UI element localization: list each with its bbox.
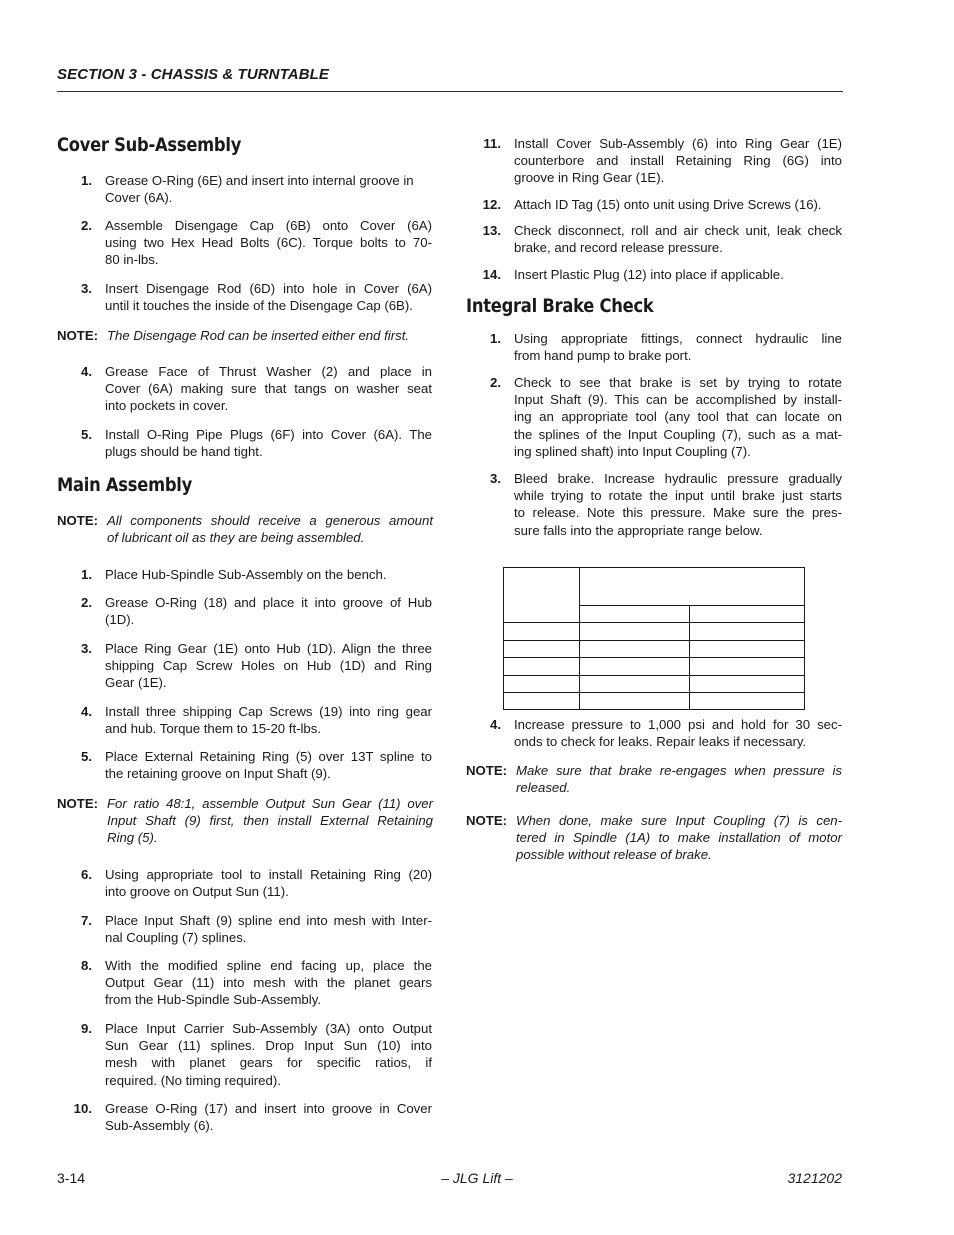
note-label: NOTE: [57, 796, 99, 811]
footer-brand: – JLG Lift – [441, 1170, 513, 1186]
step-text [514, 374, 842, 460]
note-text [516, 812, 842, 864]
note-label: NOTE: [466, 813, 508, 828]
brake-pressure-table [503, 567, 805, 710]
line: Assemble Disengage Cap (6B) onto Cover (6A) [105, 218, 432, 233]
step-text [105, 957, 432, 1009]
line: Place Hub-Spindle Sub-Assembly on the bench. [105, 567, 387, 582]
step-number: 2. [81, 218, 92, 233]
step-number: 5. [81, 427, 92, 442]
step-text [105, 172, 432, 206]
line: Sun Gear (11) splines. Drop Input Sun (10) into [105, 1038, 432, 1054]
line: until it touches the inside of the Disengage Cap (6B). [105, 298, 413, 314]
table-border [504, 568, 805, 710]
step-text [105, 280, 432, 314]
step-text [514, 716, 842, 750]
section-header [57, 66, 843, 92]
line: while trying to rotate the input until brake just starts [514, 488, 842, 504]
line: Grease O-Ring (6E) and insert into internal groove in [105, 173, 414, 188]
line: to release. Note this pressure. Make sure the pres- [514, 505, 842, 521]
line: mesh with planet gears for specific ratios, if [105, 1055, 432, 1071]
line: the splines of the Input Coupling (7), such as a mat- [514, 426, 842, 442]
step-text [514, 470, 842, 539]
note-text [107, 512, 433, 546]
line: using two Hex Head Bolts (6C). Torque bolts to 70- [105, 235, 432, 251]
line: Place Input Shaft (9) spline end into mesh with Inter- [105, 913, 432, 928]
step-number: 1. [81, 173, 92, 188]
line: Ring (5). [107, 830, 158, 846]
line: from hand pump to brake port. [514, 348, 692, 364]
step-text [105, 1100, 432, 1134]
step-number: 9. [81, 1021, 92, 1036]
line: With the modified spline end facing up, place the [105, 958, 432, 973]
line: (1D). [105, 612, 135, 628]
step-number: 1. [81, 567, 92, 582]
step-text [105, 703, 432, 737]
line: Cover (6A) making sure that tangs on washer seat [105, 381, 432, 397]
line: All components should receive a generous amount [107, 513, 433, 528]
line: The Disengage Rod can be inserted either end first. [107, 328, 410, 343]
line: possible without release of brake. [516, 847, 712, 863]
line: Insert Plastic Plug (12) into place if applicable. [514, 267, 784, 282]
line: Grease Face of Thrust Washer (2) and place in [105, 364, 432, 379]
line: Input Shaft (9). This can be accomplished by install- [514, 392, 842, 408]
step-number: 4. [81, 364, 92, 379]
line: nal Coupling (7) splines. [105, 930, 247, 946]
step-number: 4. [490, 717, 501, 732]
step-number: 1. [490, 331, 501, 346]
step-text [514, 222, 842, 256]
line: and hub. Torque them to 15-20 ft-lbs. [105, 721, 322, 737]
page-number: 3-14 [57, 1170, 86, 1186]
step-number: 3. [81, 641, 92, 656]
step-text [105, 426, 432, 460]
step-number: 3. [490, 471, 501, 486]
note-label: NOTE: [57, 513, 99, 528]
line: shipping Cap Screw Holes on Hub (1D) and Ring [105, 658, 432, 674]
line: from the Hub-Spindle Sub-Assembly. [105, 992, 321, 1008]
step-number: 5. [81, 749, 92, 764]
line: required. (No timing required). [105, 1072, 281, 1088]
line: Install O-Ring Pipe Plugs (6F) into Cover (6A). The [105, 427, 432, 442]
note-text [516, 762, 842, 796]
note-label: NOTE: [57, 328, 99, 343]
line: Insert Disengage Rod (6D) into hole in Cover (6A) [105, 281, 432, 296]
step-text [105, 912, 432, 946]
heading-integral-brake-check: Integral Brake Check [466, 295, 654, 317]
line: plugs should be hand tight. [105, 444, 263, 460]
line: of lubricant oil as they are being assembled. [107, 530, 365, 546]
line: Check to see that brake is set by trying to rotate [514, 375, 842, 390]
line: Make sure that brake re-engages when pressure is [516, 763, 842, 778]
line: sure falls into the appropriate range below. [514, 522, 763, 538]
step-number: 6. [81, 867, 92, 882]
line: Increase pressure to 1,000 psi and hold for 30 sec- [514, 717, 842, 732]
line: ing an appropriate tool (any tool that can locate on [514, 409, 842, 425]
step-number: 11. [483, 136, 501, 151]
document-number: 3121202 [787, 1170, 842, 1186]
step-text [514, 135, 842, 187]
line: Output Gear (11) into mesh with the planet gears [105, 975, 432, 991]
step-number: 3. [81, 281, 92, 296]
line: the retaining groove on Input Shaft (9). [105, 766, 331, 782]
step-text [105, 363, 432, 415]
step-number: 13. [482, 223, 501, 238]
step-text [105, 566, 432, 583]
step-number: 4. [81, 704, 92, 719]
line: Place Input Carrier Sub-Assembly (3A) onto Output [105, 1021, 432, 1036]
line: Grease O-Ring (18) and place it into groove of Hub [105, 595, 432, 610]
step-text [105, 1020, 432, 1089]
line: Attach ID Tag (15) onto unit using Drive Screws (16). [514, 197, 822, 212]
step-number: 12. [482, 197, 501, 212]
note-text [107, 327, 409, 344]
section-title: SECTION 3 - CHASSIS & TURNTABLE [57, 66, 330, 83]
heading-main-assembly: Main Assembly [57, 474, 193, 496]
line: When done, make sure Input Coupling (7) is cen- [516, 813, 842, 828]
step-text [514, 266, 842, 283]
line: Cover (6A). [105, 190, 173, 206]
step-number: 2. [490, 375, 501, 390]
line: tered in Spindle (1A) to make installation of motor [516, 830, 842, 846]
step-number: 2. [81, 595, 92, 610]
step-number: 8. [81, 958, 92, 973]
step-text [514, 196, 842, 213]
step-number: 14. [482, 267, 501, 282]
line: into groove on Output Sun (11). [105, 884, 289, 900]
line: Using appropriate tool to install Retaining Ring (20) [105, 867, 432, 882]
step-text [105, 640, 432, 692]
line: Grease O-Ring (17) and insert into groove in Cover [105, 1101, 432, 1116]
note-text [107, 795, 433, 847]
line: ing splined shaft) into Input Coupling (7). [514, 443, 751, 459]
line: Install three shipping Cap Screws (19) into ring gear [105, 704, 432, 719]
step-number: 7. [81, 913, 92, 928]
heading-cover-sub-assembly: Cover Sub-Assembly [57, 134, 242, 156]
line: 80 in-lbs. [105, 252, 159, 268]
step-number: 10. [73, 1101, 92, 1116]
step-text [514, 330, 842, 364]
line: brake, and record release pressure. [514, 240, 723, 256]
line: Place Ring Gear (1E) onto Hub (1D). Align the three [105, 641, 432, 656]
line: Place External Retaining Ring (5) over 13T spline to [105, 749, 432, 764]
note-label: NOTE: [466, 763, 508, 778]
step-text [105, 217, 432, 269]
step-text [105, 866, 432, 900]
line: Gear (1E). [105, 675, 167, 691]
line: Sub-Assembly (6). [105, 1118, 214, 1134]
line: Using appropriate fittings, connect hydraulic line [514, 331, 842, 346]
line: For ratio 48:1, assemble Output Sun Gear (11) over [107, 796, 433, 811]
line: counterbore and install Retaining Ring (6G) into [514, 153, 842, 169]
line: onds to check for leaks. Repair leaks if necessary. [514, 734, 807, 750]
line: Install Cover Sub-Assembly (6) into Ring Gear (1E) [514, 136, 842, 151]
step-text [105, 594, 432, 628]
line: into pockets in cover. [105, 398, 229, 414]
line: groove in Ring Gear (1E). [514, 170, 665, 186]
step-text [105, 748, 432, 782]
line: Check disconnect, roll and air check unit, leak check [514, 223, 842, 238]
line: released. [516, 780, 571, 796]
line: Bleed brake. Increase hydraulic pressure gradually [514, 471, 842, 486]
line: Input Shaft (9) first, then install External Retaining [107, 813, 433, 829]
